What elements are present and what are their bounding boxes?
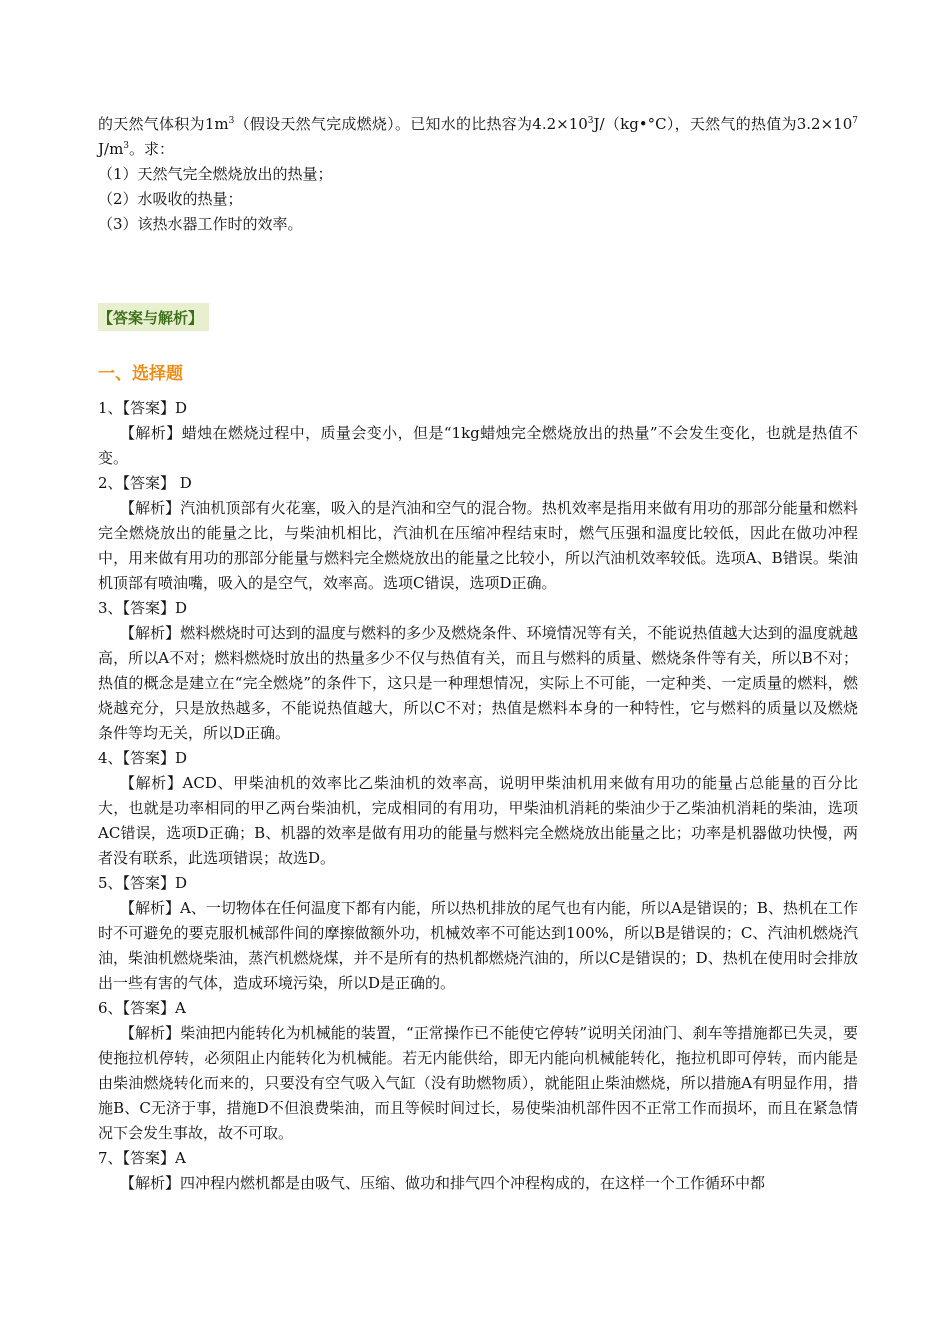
superscript: 7 (852, 116, 858, 126)
answer-item (98, 996, 858, 1146)
superscript: 3 (123, 141, 130, 151)
answer-label: 7、【答案】A (98, 1149, 186, 1167)
sub-question-1: （1）天然气完全燃烧放出的热量； (98, 165, 333, 183)
text-run: 为3.2×10 (781, 115, 853, 133)
superscript: 3 (228, 116, 235, 126)
answer-header-wrap (98, 303, 858, 331)
superscript: 3 (587, 116, 594, 126)
answer-item (98, 396, 858, 471)
answer-item (98, 871, 858, 996)
answer-analysis: 【解析】汽油机顶部有火花塞，吸入的是汽油和空气的混合物。热机效率是指用来做有用功的那部分能量和燃料完全燃烧放出的能量之比，与柴油机相比，汽油机在压缩冲程结束时，燃气压强和温度比较低，因此在做功冲程中，用来做有用功的那部分能量与燃料完全燃烧放出的能量之比较小，所以汽油机效率较低。选项A、B错误。柴油机顶部有喷油嘴，吸入的是空气，效率高。选项C错误，选项D正确。 (98, 499, 858, 592)
answer-analysis: 【解析】四冲程内燃机都是由吸气、压缩、做功和排气四个冲程构成的，在这样一个工作循环中都 (120, 1174, 766, 1192)
question-text-line (98, 112, 858, 162)
answer-item (98, 746, 858, 871)
answer-label: 3、【答案】D (98, 599, 188, 617)
sub-question-3: （3）该热水器工作时的效率。 (98, 215, 303, 233)
document-page (98, 112, 858, 1196)
answer-item (98, 471, 858, 596)
answer-item (98, 596, 858, 746)
answer-label: 1、【答案】D (98, 399, 188, 417)
answer-analysis: 【解析】柴油把内能转化为机械能的装置，“正常操作已不能使它停转”说明关闭油门、刹车等措施都已失灵，要使拖拉机停转，必须阻止内能转化为机械能。若无内能供给，即无内能向机械能转化，拖拉机即可停转，而内能是由柴油燃烧转化而来的，只要没有空气吸入气缸（没有助燃物质），就能阻止柴油燃烧，所以措施A有明显作用，措施B、C无济于事，措施D不但浪费柴油，而且等候时间过长，易使柴油机部件因不正常工作而损坏，而且在紧急情况下会发生事故，故不可取。 (98, 1024, 858, 1142)
answer-header: 【答案与解析】 (98, 303, 209, 331)
answer-analysis: 【解析】ACD、甲柴油机的效率比乙柴油机的效率高，说明甲柴油机用来做有用功的能量占总能量的百分比大，也就是功率相同的甲乙两台柴油机，完成相同的有用功，甲柴油机消耗的柴油少于乙柴油机消耗的柴油，选项AC错误，选项D正确；B、机器的效率是做有用功的能量与燃料完全燃烧放出能量之比；功率是机器做功快慢，两者没有联系，此选项错误；故选D。 (98, 774, 858, 867)
answer-analysis: 【解析】蜡烛在燃烧过程中，质量会变小，但是“1kg蜡烛完全燃烧放出的热量”不会发生变化，也就是热值不变。 (98, 424, 858, 467)
text-run: （假设天然气完成燃烧）。已知水的比热容为4.2×10 (234, 115, 588, 133)
answer-label: 6、【答案】A (98, 999, 186, 1017)
text-run: 的天然气体积为1m (98, 115, 229, 133)
answer-label: 4、【答案】D (98, 749, 188, 767)
answer-analysis: 【解析】A、一切物体在任何温度下都有内能，所以热机排放的尾气也有内能，所以A是错误的；B、热机在工作时不可避免的要克服机械部件间的摩擦做额外功，机械效率不可能达到100%，所以B是错误的；C、汽油机燃烧汽油，柴油机燃烧柴油，蒸汽机燃烧煤，并不是所有的热机都燃烧汽油的，所以C是错误的；D、热机在使用时会排放出一些有害的气体，造成环境污染，所以D是正确的。 (98, 899, 858, 992)
answer-item (98, 1146, 858, 1196)
text-run: J/（kg•°C），天然气的热值 (593, 115, 782, 133)
answer-analysis: 【解析】燃料燃烧时可达到的温度与燃料的多少及燃烧条件、环境情况等有关，不能说热值越大达到的温度就越高，所以A不对；燃料燃烧时放出的热量多少不仅与热值有关，而且与燃料的质量、燃烧条件等有关，所以B不对；热值的概念是建立在“完全燃烧”的条件下，这只是一种理想情况，实际上不可能，一定种类、一定质量的燃料，燃烧越充分，只是放热越多，不能说热值越大，所以C不对；热值是燃料本身的一种特性，它与燃料的质量以及燃烧条件等均无关，所以D正确。 (98, 624, 858, 742)
section-title: 一、选择题 (98, 364, 183, 384)
text-run: 。求： (129, 140, 175, 158)
answer-label: 2、【答案】 D (98, 474, 192, 492)
answer-list (98, 396, 858, 1196)
question-continuation (98, 112, 858, 237)
answer-label: 5、【答案】D (98, 874, 188, 892)
text-run: J/m (98, 140, 124, 158)
sub-question-2: （2）水吸收的热量； (98, 190, 243, 208)
